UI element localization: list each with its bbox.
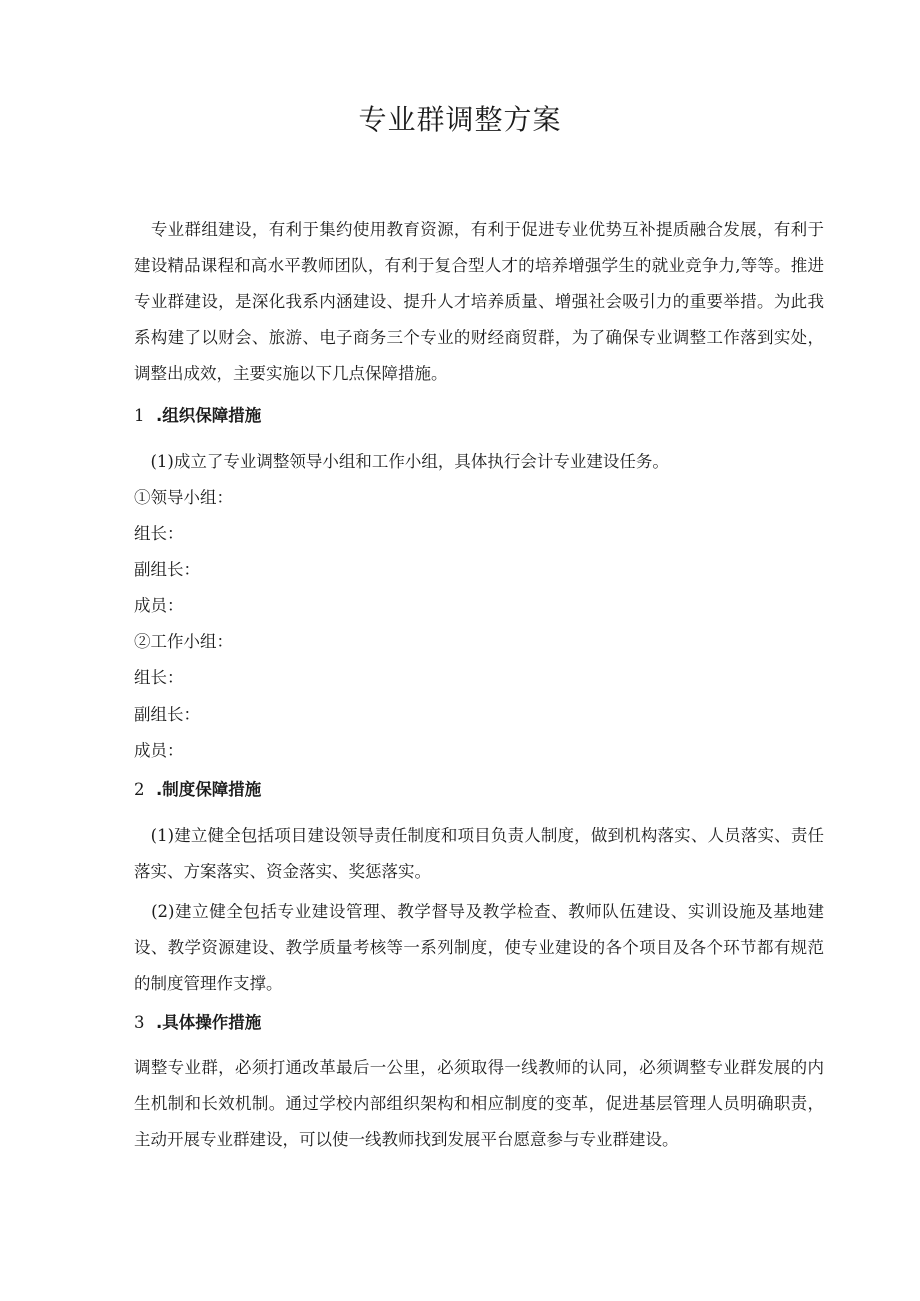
- work-group-head: 组长：: [134, 668, 184, 687]
- work-group-deputy: 副组长：: [134, 705, 200, 724]
- work-group-members: 成员：: [134, 741, 184, 760]
- section-1-item-1: (1)成立了专业调整领导小组和工作小组，具体执行会计专业建设任务。: [134, 452, 669, 471]
- section-2-item-2: (2)建立健全包括专业建设管理、教学督导及教学检查、教师队伍建设、实训设施及基地建设、教学资源建设、教学质量考核等一系列制度，使专业建设的各个项目及各个环节都有规范的制度管理作支撑。: [134, 902, 824, 993]
- leader-group-head: 组长：: [134, 524, 184, 543]
- section-2-item-1: (1)建立健全包括项目建设领导责任制度和项目负责人制度，做到机构落实、人员落实、责任落实、方案落实、资金落实、奖惩落实。: [134, 826, 824, 881]
- leader-group-members: 成员：: [134, 596, 184, 615]
- leader-group-deputy: 副组长：: [134, 560, 200, 579]
- section-3-number: 3: [134, 1013, 145, 1032]
- section-2-number: 2: [134, 780, 145, 799]
- section-2-heading: [134, 772, 261, 808]
- section-1-heading: [134, 398, 261, 434]
- section-1-number: 1: [134, 406, 145, 425]
- section-3-title: .具体操作措施: [156, 1013, 262, 1032]
- intro-paragraph: 专业群组建设，有利于集约使用教育资源，有利于促进专业优势互补提质融合发展，有利于建设精品课程和高水平教师团队，有利于复合型人才的培养增强学生的就业竞争力,等等。推进专业群建设，是深化我系内涵建设、提升人才培养质量、增强社会吸引力的重要举措。为此我系构建了以财会、旅游、电子商务三个专业的财经商贸群，为了确保专业调整工作落到实处，调整出成效，主要实施以下几点保障措施。: [134, 220, 824, 383]
- work-group-label: ②工作小组：: [134, 632, 233, 651]
- document-title: 专业群调整方案: [358, 103, 562, 136]
- section-2-title: .制度保障措施: [156, 780, 262, 799]
- section-3-body: 调整专业群，必须打通改革最后一公里，必须取得一线教师的认同，必须调整专业群发展的内生机制和长效机制。通过学校内部组织架构和相应制度的变革，促进基层管理人员明确职责，主动开展专业群建设，可以使一线教师找到发展平台愿意参与专业群建设。: [134, 1058, 824, 1149]
- leader-group-label: ①领导小组：: [134, 488, 233, 507]
- section-3-heading: [134, 1005, 261, 1041]
- section-1-title: .组织保障措施: [156, 406, 262, 425]
